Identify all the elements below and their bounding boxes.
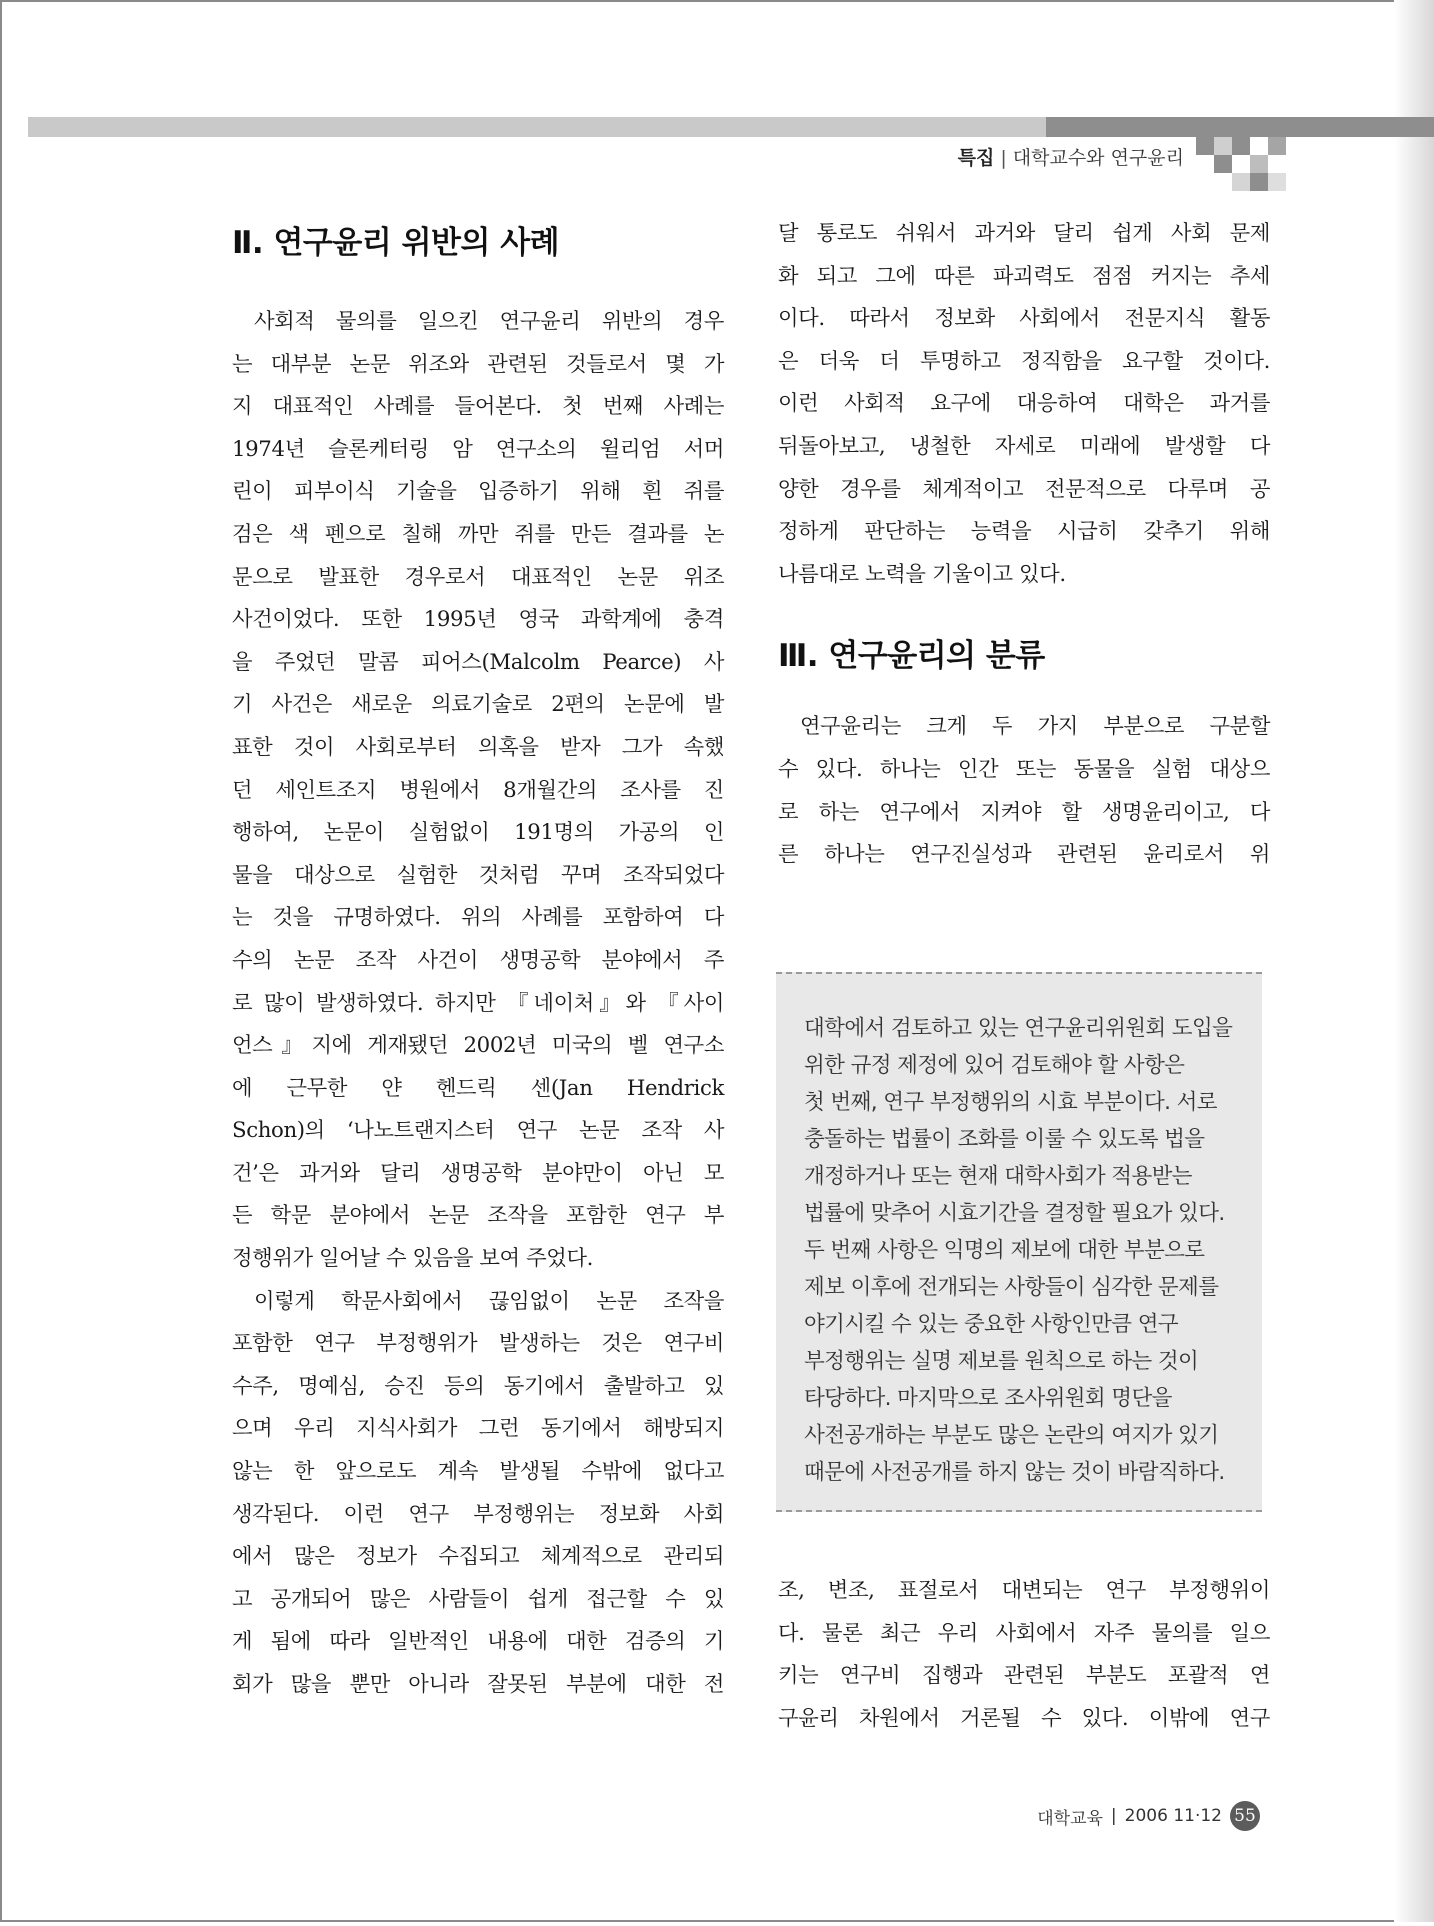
- text-line: 게 됨에 따라 일반적인 내용에 대한 검증의 기: [232, 1629, 724, 1655]
- page-footer: [1037, 1801, 1260, 1831]
- header-bar: [28, 117, 1048, 137]
- left-column: [232, 213, 724, 1707]
- callout-box: [776, 972, 1262, 1512]
- decorative-square: [1250, 173, 1268, 191]
- text-line: 연구윤리는 크게 두 가지 부분으로 구분할: [800, 714, 1270, 740]
- right-column: [778, 213, 1270, 877]
- issue-date: 2006 11·12: [1124, 1806, 1222, 1826]
- text-line: 문으로 발표한 경우로서 대표적인 논문 위조: [232, 564, 724, 590]
- text-line: 에서 많은 정보가 수집되고 체계적으로 관리되: [232, 1544, 724, 1570]
- text-line: 표한 것이 사회로부터 의혹을 받자 그가 속했: [232, 734, 724, 760]
- text-line: 린이 피부이식 기술을 입증하기 위해 흰 쥐를: [232, 479, 724, 505]
- callout-line: 부정행위는 실명 제보를 원칙으로 하는 것이: [804, 1349, 1199, 1374]
- paragraph-1: [232, 301, 724, 1281]
- callout-line: 법률에 맞추어 시효기간을 결정할 필요가 있다.: [804, 1201, 1225, 1226]
- callout-line: 두 번째 사항은 익명의 제보에 대한 부분으로: [804, 1238, 1205, 1263]
- journal-name: 대학교육: [1037, 1808, 1103, 1829]
- text-line: 수주, 명예심, 승진 등의 동기에서 출발하고 있: [232, 1373, 724, 1399]
- text-line: 수 있다. 하나는 인간 또는 동물을 실험 대상으: [778, 756, 1270, 782]
- callout-line: 때문에 사전공개를 하지 않는 것이 바람직하다.: [804, 1460, 1225, 1485]
- callout-line: 개정하거나 또는 현재 대학사회가 적용받는: [804, 1164, 1192, 1189]
- text-line: 고 공개되어 많은 사람들이 쉽게 접근할 수 있: [232, 1586, 724, 1612]
- text-line: 다. 물론 최근 우리 사회에서 자주 물의를 일으: [778, 1620, 1270, 1646]
- callout-line: 타당하다. 마지막으로 조사위원회 명단을: [804, 1386, 1172, 1411]
- text-line: 을 주었던 말콤 피어스(Malcolm Pearce) 사: [232, 649, 724, 675]
- text-line: 이렇게 학문사회에서 끊임없이 논문 조작을: [254, 1288, 724, 1314]
- page-edge-shadow: [1394, 0, 1434, 1922]
- text-line: 언스』지에 게재됐던 2002년 미국의 벨 연구소: [232, 1033, 724, 1059]
- section-title-2: Ⅱ. 연구윤리 위반의 사례: [232, 225, 560, 261]
- text-line: 은 더욱 더 투명하고 정직함을 요구할 것이다.: [778, 348, 1270, 374]
- callout-line: 첫 번째, 연구 부정행위의 시효 부분이다. 서로: [804, 1090, 1217, 1115]
- text-line: 든 학문 분야에서 논문 조작을 포함한 연구 부: [232, 1203, 724, 1229]
- spacer: [778, 596, 1270, 626]
- callout-line: 대학에서 검토하고 있는 연구윤리위원회 도입을: [804, 1016, 1233, 1041]
- decorative-square: [1214, 155, 1232, 173]
- decorative-square: [1232, 137, 1250, 155]
- page-number: 55: [1230, 1801, 1260, 1831]
- text-line: 행하여, 논문이 실험없이 191명의 가공의 인: [232, 820, 724, 846]
- decorative-square: [1214, 137, 1232, 155]
- text-line: 정행위가 일어날 수 있음을 보여 주었다.: [232, 1246, 593, 1272]
- text-line: 건’은 과거와 달리 생명공학 분야만이 아닌 모: [232, 1160, 724, 1186]
- text-line: 는 것을 규명하였다. 위의 사례를 포함하여 다: [232, 905, 724, 931]
- text-line: 사회적 물의를 일으킨 연구윤리 위반의 경우: [254, 309, 724, 334]
- callout-text: [804, 1010, 1244, 1491]
- text-line: 뒤돌아보고, 냉철한 자세로 미래에 발생할 다: [778, 433, 1270, 459]
- paragraph-4: [778, 1570, 1270, 1740]
- text-line: 키는 연구비 집행과 관련된 부분도 포괄적 연: [778, 1663, 1270, 1689]
- text-line: 회가 많을 뿐만 아니라 잘못된 부분에 대한 전: [232, 1672, 724, 1697]
- text-line: 양한 경우를 체계적이고 전문적으로 다루며 공: [778, 476, 1270, 502]
- text-line: 달 통로도 쉬워서 과거와 달리 쉽게 사회 문제: [778, 221, 1270, 246]
- callout-line: 사전공개하는 부분도 많은 논란의 여지가 있기: [804, 1423, 1219, 1448]
- callout-line: 제보 이후에 전개되는 사항들이 심각한 문제를: [804, 1275, 1219, 1300]
- text-line: 이런 사회적 요구에 대응하여 대학은 과거를: [778, 391, 1270, 417]
- paragraph-continued: [778, 213, 1270, 596]
- text-line: 수의 논문 조작 사건이 생명공학 분야에서 주: [232, 947, 724, 973]
- decorative-square: [1250, 155, 1268, 173]
- text-line: 1974년 슬론케터링 암 연구소의 윌리엄 서머: [232, 436, 724, 462]
- text-line: 지 대표적인 사례를 들어본다. 첫 번째 사례는: [232, 394, 724, 420]
- text-line: 포함한 연구 부정행위가 발생하는 것은 연구비: [232, 1331, 724, 1357]
- text-line: 기 사건은 새로운 의료기술로 2편의 논문에 발: [232, 692, 724, 718]
- right-column-bottom: [778, 1570, 1270, 1740]
- text-line: 생각된다. 이런 연구 부정행위는 정보화 사회: [232, 1501, 724, 1527]
- text-line: 른 하나는 연구진실성과 관련된 윤리로서 위: [778, 842, 1270, 868]
- section-topic: 대학교수와 연구윤리: [1012, 147, 1184, 169]
- text-line: 으며 우리 지식사회가 그런 동기에서 해방되지: [232, 1416, 724, 1442]
- text-line: 사건이었다. 또한 1995년 영국 과학계에 충격: [232, 607, 724, 633]
- section-label: 특집: [957, 147, 995, 169]
- text-line: 던 세인트조지 병원에서 8개월간의 조사를 진: [232, 777, 724, 803]
- text-line: 로 많이 발생하였다. 하지만 『네이처』와 『사이: [232, 990, 724, 1016]
- callout-line: 위한 규정 제정에 있어 검토해야 할 사항은: [804, 1053, 1185, 1078]
- decorative-square: [1268, 173, 1286, 191]
- text-line: 않는 한 앞으로도 계속 발생될 수밖에 없다고: [232, 1459, 724, 1485]
- text-line: 정하게 판단하는 능력을 시급히 갖추기 위해: [778, 519, 1270, 545]
- decorative-square: [1268, 137, 1286, 155]
- decorative-square: [1196, 137, 1214, 155]
- text-line: 물을 대상으로 실험한 것처럼 꾸며 조작되었다: [232, 862, 724, 888]
- decorative-square: [1232, 173, 1250, 191]
- paragraph-3: [778, 706, 1270, 876]
- text-line: 로 하는 연구에서 지켜야 할 생명윤리이고, 다: [778, 799, 1270, 825]
- text-line: 조, 변조, 표절로서 대변되는 연구 부정행위이: [778, 1578, 1270, 1603]
- text-line: 구윤리 차원에서 거론될 수 있다. 이밖에 연구: [778, 1705, 1270, 1731]
- header-separator: |: [1000, 147, 1007, 169]
- callout-line: 충돌하는 법률이 조화를 이룰 수 있도록 법을: [804, 1127, 1205, 1152]
- footer-separator: |: [1110, 1806, 1117, 1826]
- text-line: 화 되고 그에 따른 파괴력도 점점 커지는 추세: [778, 263, 1270, 289]
- text-line: 나름대로 노력을 기울이고 있다.: [778, 561, 1066, 587]
- header-bar-accent: [1046, 117, 1434, 137]
- text-line: 에 근무한 얀 헨드릭 센(Jan Hendrick: [232, 1075, 724, 1101]
- callout-line: 야기시킬 수 있는 중요한 사항인만큼 연구: [804, 1312, 1179, 1337]
- text-line: 이다. 따라서 정보화 사회에서 전문지식 활동: [778, 306, 1270, 332]
- paragraph-2: [232, 1281, 724, 1707]
- text-line: 는 대부분 논문 위조와 관련된 것들로서 몇 가: [232, 351, 724, 377]
- text-line: 검은 색 펜으로 칠해 까만 쥐를 만든 결과를 논: [232, 521, 724, 547]
- running-header: [958, 143, 1184, 170]
- text-line: Schon)의 ‘나노트랜지스터 연구 논문 조작 사: [232, 1118, 724, 1144]
- section-title-3: Ⅲ. 연구윤리의 분류: [778, 638, 1045, 675]
